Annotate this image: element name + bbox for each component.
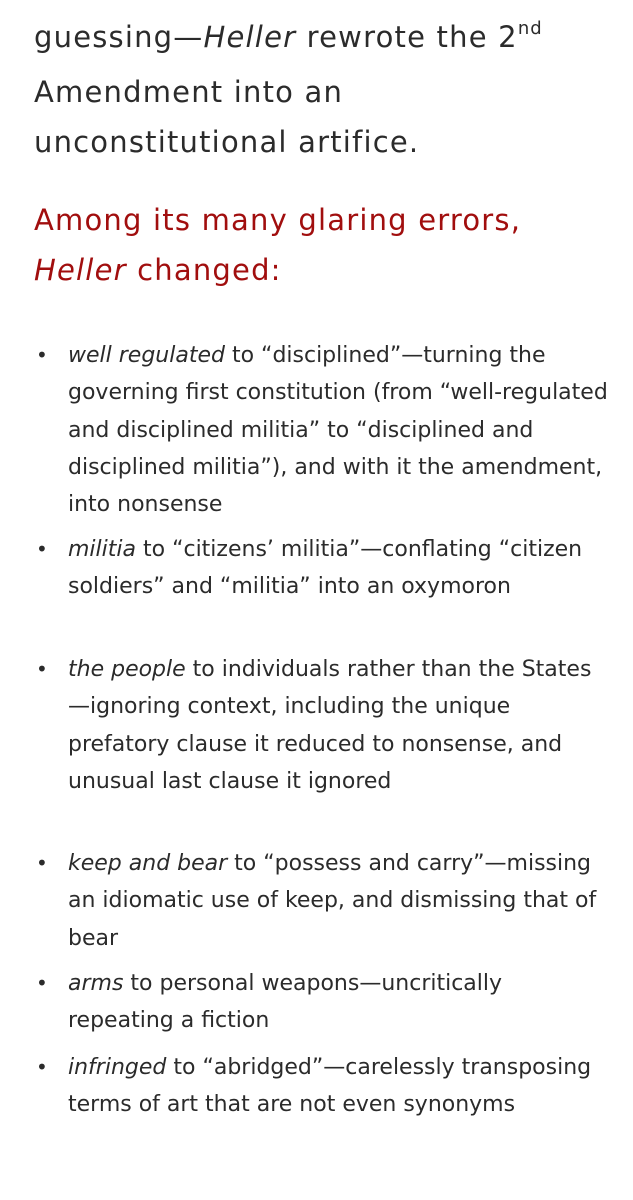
list-item-description: to “disciplined”—turning the governing first constitution (from “well-regulated and disciplined militia” to “disciplined and disciplined militia”), and with it the amendment, into nonsense (68, 343, 608, 518)
list-item-text (68, 845, 613, 957)
bullet-icon: • (36, 1055, 48, 1079)
list-item-description: to “abridged”—carelessly transposing terms of art that are not even synonyms (68, 1055, 592, 1118)
bullet-icon: • (36, 657, 48, 681)
heading-case-name: Heller (34, 253, 127, 287)
list-item-description: to “possess and carry”—missing an idiomatic use of keep, and dismissing that of bear (68, 851, 597, 951)
list-item-term: the people (68, 657, 186, 682)
list-item-text (68, 337, 613, 523)
heading-line1: Among its many glaring errors, (34, 203, 522, 237)
intro-case-name: Heller (203, 20, 297, 54)
list-item-description: to personal weapons—uncritically repeating a fiction (68, 971, 503, 1034)
intro-line3: unconstitutional artifice. (34, 125, 420, 159)
list-item-text (68, 651, 613, 800)
section-heading (34, 195, 624, 295)
list-item-term: keep and bear (68, 851, 228, 876)
list-item-text (68, 965, 613, 1040)
list-item-term: infringed (68, 1055, 167, 1080)
bullet-icon: • (36, 971, 48, 995)
list-item-description: to “citizens’ militia”—conflating “citizen soldiers” and “militia” into an oxymoron (68, 537, 583, 600)
intro-line1-end: rewrote the 2 (296, 20, 518, 54)
bullet-icon: • (36, 343, 48, 367)
list-item-term: militia (68, 537, 136, 562)
list-item-text (68, 1049, 613, 1124)
heading-line2-end: changed: (126, 253, 282, 287)
list-item-term: well regulated (68, 343, 225, 368)
intro-line1-start: guessing— (34, 20, 204, 54)
bullet-icon: • (36, 537, 48, 561)
list-item-description: to individuals rather than the States—ignoring context, including the unique prefatory clause it reduced to nonsense, and unusual last clause it ignored (68, 657, 592, 794)
bullet-icon: • (36, 851, 48, 875)
intro-ordinal-suffix: nd (517, 18, 543, 39)
intro-line2: Amendment into an (34, 75, 344, 109)
list-item-text (68, 531, 613, 606)
list-item-term: arms (68, 971, 124, 996)
intro-paragraph (34, 12, 624, 167)
